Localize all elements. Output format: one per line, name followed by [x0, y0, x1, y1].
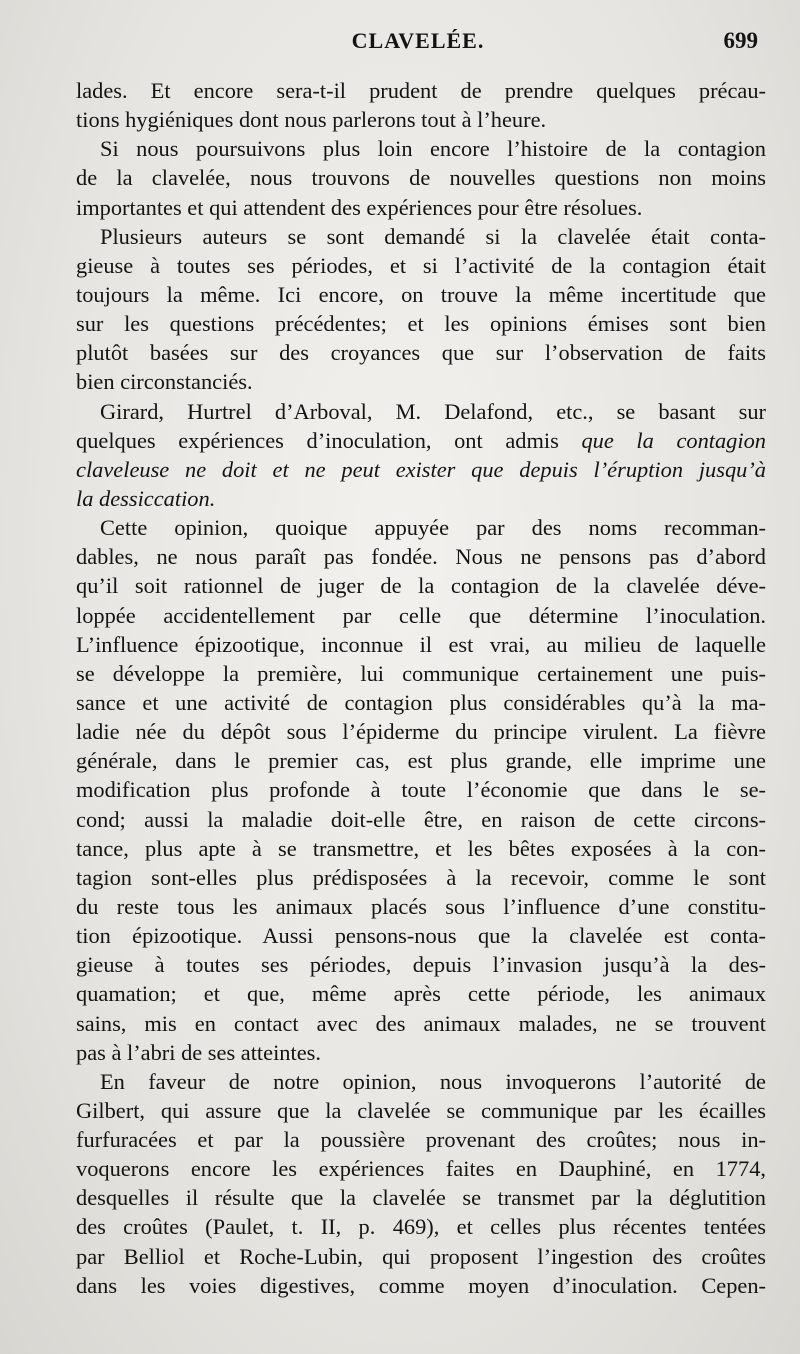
text-line — [76, 193, 766, 222]
text-line — [76, 309, 766, 338]
line-italic-text: que la contagion — [581, 427, 766, 453]
line-roman-text: qu’il soit rationnel de juger de la contagion de la clavelée déve- — [76, 573, 766, 599]
text-line — [76, 659, 766, 688]
text-line — [76, 76, 766, 105]
text-line — [76, 1125, 766, 1154]
text-line — [76, 426, 766, 455]
text-line — [76, 1271, 766, 1300]
line-roman-text: des croûtes (Paulet, t. II, p. 469), et celles plus récentes tentées — [76, 1214, 766, 1240]
text-line — [76, 397, 766, 426]
text-line — [76, 746, 766, 775]
line-roman-text: dans les voies digestives, comme moyen d’inoculation. Cepen- — [76, 1272, 766, 1298]
line-roman-text: voquerons encore les expériences faites en Dauphiné, en 1774, — [76, 1156, 766, 1182]
line-roman-text: Girard, Hurtrel d’Arboval, M. Delafond, etc., se basant sur — [100, 398, 766, 424]
line-roman-text: générale, dans le premier cas, est plus grande, elle imprime une — [76, 748, 766, 774]
text-line — [76, 834, 766, 863]
text-line — [76, 1009, 766, 1038]
line-roman-text: Gilbert, qui assure que la clavelée se communique par les écailles — [76, 1097, 766, 1123]
page-number: 699 — [723, 28, 758, 53]
text-line — [76, 630, 766, 659]
text-line — [76, 1154, 766, 1183]
text-line — [76, 717, 766, 746]
line-roman-text: importantes et qui attendent des expériences pour être résolues. — [76, 194, 643, 220]
text-line — [76, 805, 766, 834]
text-line — [76, 338, 766, 367]
running-title: CLAVELÉE. — [351, 28, 485, 53]
line-roman-text: se développe la première, lui communique certainement une puis- — [76, 660, 766, 686]
line-roman-text: gieuse à toutes ses périodes, depuis l’invasion jusqu’à la des- — [76, 952, 766, 978]
line-roman-text: Plusieurs auteurs se sont demandé si la clavelée était conta- — [100, 223, 766, 249]
text-line — [76, 542, 766, 571]
text-line — [76, 863, 766, 892]
text-line — [76, 892, 766, 921]
line-italic-text: la dessiccation. — [76, 485, 216, 511]
line-roman-text: tion épizootique. Aussi pensons-nous que la clavelée est conta- — [76, 923, 766, 949]
text-line — [76, 455, 766, 484]
line-roman-text: tagion sont-elles plus prédisposées à la recevoir, comme le sont — [76, 864, 766, 890]
line-roman-text: modification plus profonde à toute l’économie que dans le se- — [76, 777, 766, 803]
line-roman-text: plutôt basées sur des croyances que sur l’observation de faits — [76, 340, 766, 366]
text-line — [76, 251, 766, 280]
line-roman-text: Cette opinion, quoique appuyée par des noms recomman- — [100, 515, 766, 541]
text-line — [76, 1212, 766, 1241]
line-roman-text: En faveur de notre opinion, nous invoquerons l’autorité de — [100, 1068, 766, 1094]
line-roman-text: loppée accidentellement par celle que détermine l’inoculation. — [76, 602, 766, 628]
line-roman-text: tance, plus apte à se transmettre, et les bêtes exposées à la con- — [76, 835, 766, 861]
line-roman-text: Si nous poursuivons plus loin encore l’histoire de la contagion — [100, 136, 766, 162]
text-line — [76, 105, 766, 134]
text-line — [76, 280, 766, 309]
text-line — [76, 222, 766, 251]
line-roman-text: lades. Et encore sera-t-il prudent de prendre quelques précau- — [76, 78, 766, 103]
line-italic-text: claveleuse ne doit et ne peut exister que depuis l’éruption jusqu’à — [76, 456, 766, 482]
line-roman-text: tions hygiéniques dont nous parlerons tout à l’heure. — [76, 107, 547, 133]
text-line — [76, 134, 766, 163]
text-line — [76, 571, 766, 600]
text-line — [76, 513, 766, 542]
line-roman-text: pas à l’abri de ses atteintes. — [76, 1039, 321, 1065]
line-roman-text: sance et une activité de contagion plus considérables qu’à la ma- — [76, 689, 766, 715]
line-roman-text: bien circonstanciés. — [76, 369, 253, 395]
line-roman-text: de la clavelée, nous trouvons de nouvelles questions non moins — [76, 165, 766, 191]
line-roman-text: furfuracées et par la poussière provenant des croûtes; nous in- — [76, 1127, 766, 1153]
line-roman-text: quamation; et que, même après cette période, les animaux — [76, 981, 766, 1007]
page-header — [78, 28, 758, 62]
text-line — [76, 950, 766, 979]
text-line — [76, 775, 766, 804]
text-line — [76, 1038, 766, 1067]
line-roman-text: gieuse à toutes ses périodes, et si l’activité de la contagion était — [76, 252, 766, 278]
text-line — [76, 1067, 766, 1096]
line-roman-text: du reste tous les animaux placés sous l’influence d’une constitu- — [76, 893, 766, 919]
text-line — [76, 163, 766, 192]
text-line — [76, 1242, 766, 1271]
line-roman-text: par Belliol et Roche-Lubin, qui proposent l’ingestion des croûtes — [76, 1243, 766, 1269]
line-roman-text: dables, ne nous paraît pas fondée. Nous ne pensons pas d’abord — [76, 544, 766, 570]
line-roman-text: ladie née du dépôt sous l’épiderme du principe virulent. La fièvre — [76, 719, 766, 745]
text-line — [76, 484, 766, 513]
line-roman-text: L’influence épizootique, inconnue il est vrai, au milieu de laquelle — [76, 631, 766, 657]
text-line — [76, 1096, 766, 1125]
text-line — [76, 688, 766, 717]
line-roman-text: sains, mis en contact avec des animaux malades, ne se trouvent — [76, 1010, 766, 1036]
text-line — [76, 979, 766, 1008]
line-roman-text: desquelles il résulte que la clavelée se transmet par la déglutition — [76, 1185, 766, 1211]
text-line — [76, 601, 766, 630]
line-roman-text: cond; aussi la maladie doit-elle être, en raison de cette circons- — [76, 806, 766, 832]
line-roman-text: sur les questions précédentes; et les opinions émises sont bien — [76, 311, 766, 337]
body-text — [76, 76, 766, 1300]
text-line — [76, 921, 766, 950]
line-roman-text: quelques expériences d’inoculation, ont admis — [76, 427, 582, 453]
text-line — [76, 367, 766, 396]
text-line — [76, 1183, 766, 1212]
line-roman-text: toujours la même. Ici encore, on trouve la même incertitude que — [76, 281, 766, 307]
